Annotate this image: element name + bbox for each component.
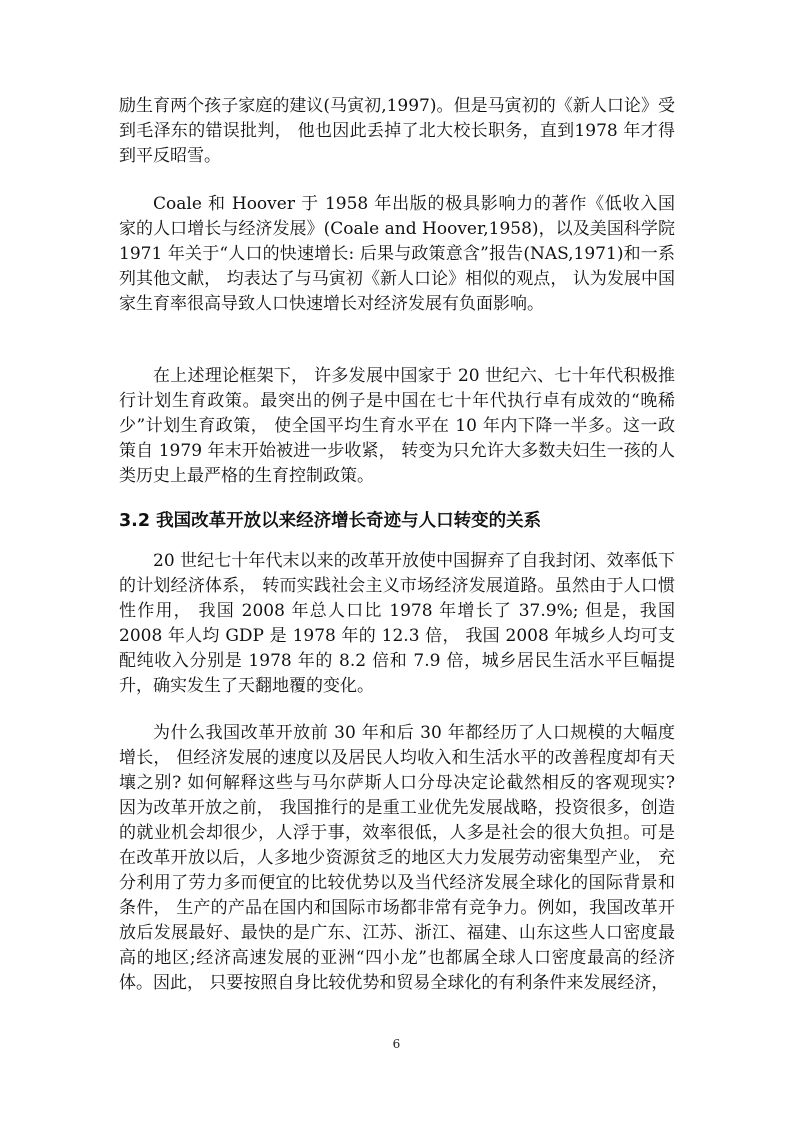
paragraph-2: Coale 和 Hoover 于 1958 年出版的极具影响力的著作《低收入国家的人口增长与经济发展》(Coale and Hoover,1958)，以及美国科学院 1971 年关于“人口的快速增长: 后果与政策意含”报告(NAS,1971)和一系列其他文献， 均表达了与马寅初《新人口论》相似的观点， 认为发展中国家生育率很高导致人口快速增长对经济发展有负面影响。 [119,194,675,314]
paragraph-4: 20 世纪七十年代末以来的改革开放使中国摒弃了自我封闭、效率低下的计划经济体系， 转而实践社会主义市场经济发展道路。虽然由于人口惯性作用， 我国 2008 年总人口比 1978 年增长了 37.9%; 但是，我国 2008 年人均 GDP 是 1978 年的 12.3 倍， 我国 2008 年城乡人均可支配纯收入分别是 1978 年的 8.2 倍和 7.9 倍，城乡居民生活水平巨幅提升，确实发生了天翻地覆的变化。 [119,551,675,696]
paragraph-3: 在上述理论框架下， 许多发展中国家于 20 世纪六、七十年代积极推行计划生育政策。最突出的例子是中国在七十年代执行卓有成效的“晚稀少”计划生育政策， 使全国平均生育水平在 10 年内下降一半多。这一政策自 1979 年末开始被进一步收紧， 转变为只允许大多数夫妇生一孩的人类历史上最严格的生育控制政策。 [119,366,675,486]
paragraph-5: 为什么我国改革开放前 30 年和后 30 年都经历了人口规模的大幅度增长， 但经济发展的速度以及居民人均收入和生活水平的改善程度却有天壤之别? 如何解释这些与马尔萨斯人口分母决定论截然相反的客观现实? 因为改革开放之前， 我国推行的是重工业优先发展战略，投资很多，创造的就业机会却很少，人浮于事，效率很低，人多是社会的很大负担。可是在改革开放以后，人多地少资源贫乏的地区大力发展劳动密集型产业， 充分利用了劳力多而便宜的比较优势以及当代经济发展全球化的国际背景和条件， 生产的产品在国内和国际市场都非常有竞争力。例如，我国改革开放后发展最好、最快的是广东、江苏、浙江、福建、山东这些人口密度最高的地区;经济高速发展的亚洲“四小龙”也都属全球人口密度最高的经济体。因此， 只要按照自身比较优势和贸易全球化的有利条件来发展经济， [119,723,675,993]
paragraph-1: 励生育两个孩子家庭的建议(马寅初,1997)。但是马寅初的《新人口论》受到毛泽东的错误批判， 他也因此丢掉了北大校长职务，直到1978 年才得到平反昭雪。 [119,96,675,166]
section-heading: 3.2 我国改革开放以来经济增长奇迹与人口转变的关系 [119,511,542,531]
page-number: 6 [392,1037,401,1051]
